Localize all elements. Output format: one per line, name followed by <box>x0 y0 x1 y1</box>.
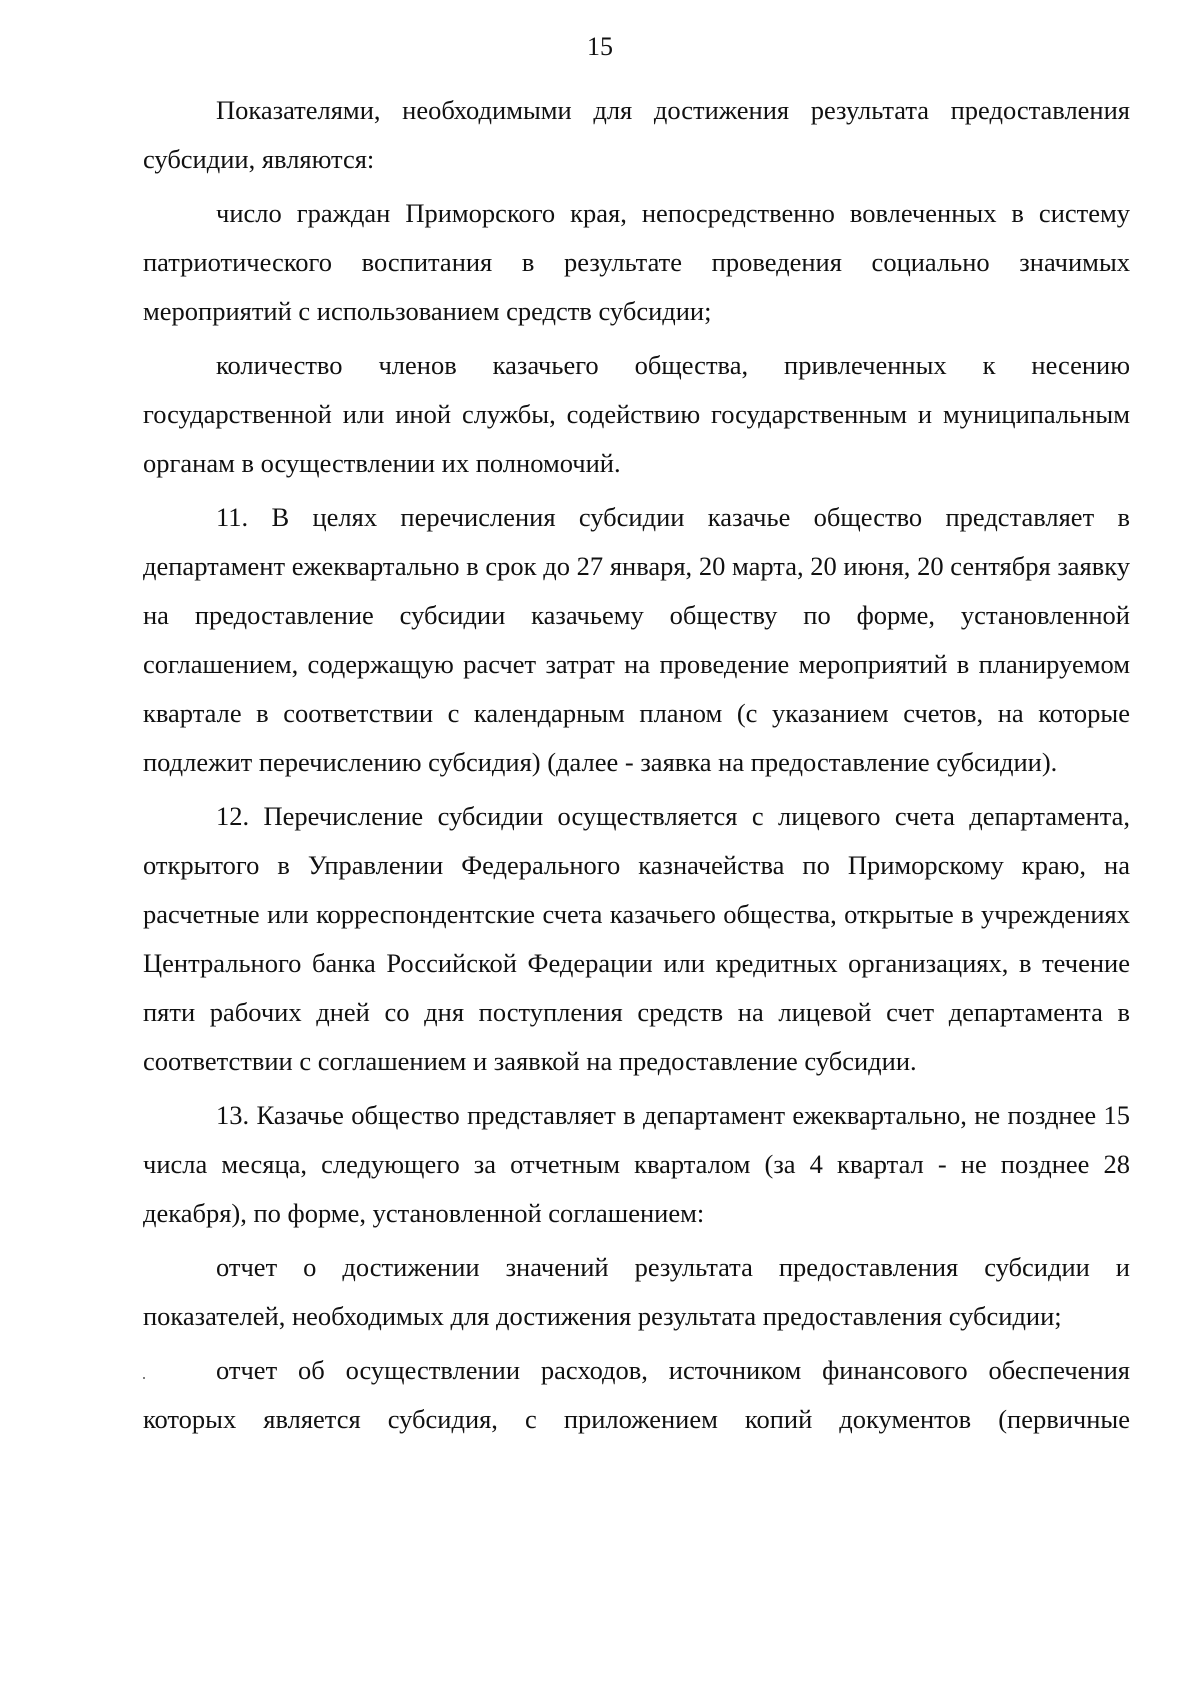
paragraph-report-results: отчет о достижении значений результата предоставления субсидии и показателей, необходимых для достижения результата предоставления субсидии; <box>143 1252 1130 1331</box>
paragraph-members-count: количество членов казачьего общества, привлеченных к несению государственной или иной службы, содействию государственным и муниципальным органам в осуществлении их полномочий. <box>143 350 1130 478</box>
scan-speck <box>143 1377 145 1379</box>
paragraph-indicators-intro: Показателями, необходимыми для достижения результата предоставления субсидии, являются: <box>143 95 1130 174</box>
page-number: 15 <box>587 32 613 61</box>
paragraph-report-expenses: отчет об осуществлении расходов, источником финансового обеспечения которых является субсидия, с приложением копий документов (первичные <box>143 1355 1130 1434</box>
document-body <box>143 86 1130 1449</box>
paragraph-item-13: 13. Казачье общество представляет в департамент ежеквартально, не позднее 15 числа месяца, следующего за отчетным кварталом (за 4 квартал - не позднее 28 декабря), по форме, установленной соглашением: <box>143 1100 1130 1228</box>
paragraph-item-12: 12. Перечисление субсидии осуществляется с лицевого счета департамента, открытого в Управлении Федерального казначейства по Приморскому краю, на расчетные или корреспондентские счета казачьего общества, открытые в учреждениях Центрального банка Российской Федерации или кредитных организациях, в течение пяти рабочих дней со дня поступления средств на лицевой счет департамента в соответствии с соглашением и заявкой на предоставление субсидии. <box>143 801 1130 1076</box>
paragraph-item-11: 11. В целях перечисления субсидии казачье общество представляет в департамент ежеквартально в срок до 27 января, 20 марта, 20 июня, 20 сентября заявку на предоставление субсидии казачьему обществу по форме, установленной соглашением, содержащую расчет затрат на проведение мероприятий в планируемом квартале в соответствии с календарным планом (с указанием счетов, на которые подлежит перечислению субсидия) (далее - заявка на предоставление субсидии). <box>143 502 1130 777</box>
paragraph-citizens-count: число граждан Приморского края, непосредственно вовлеченных в систему патриотического воспитания в результате проведения социально значимых мероприятий с использованием средств субсидии; <box>143 198 1130 326</box>
